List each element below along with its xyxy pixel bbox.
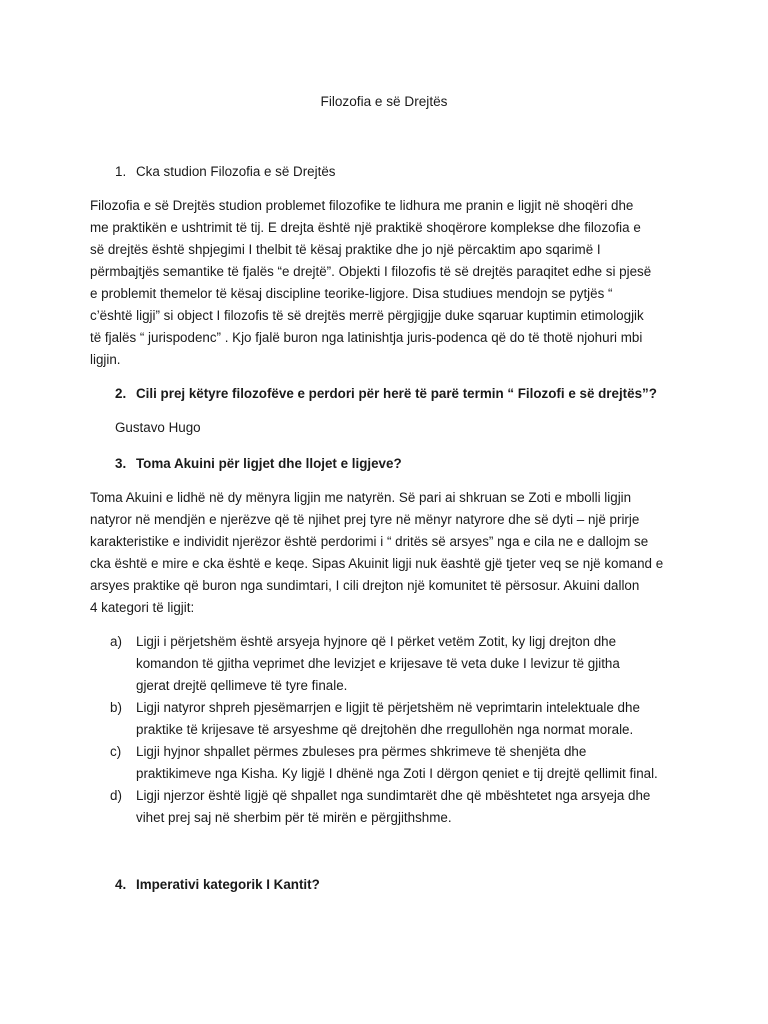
question-text: Toma Akuini për ligjet dhe llojet e ligjeve? <box>136 456 402 471</box>
list-item-line: Ligji natyror shpreh pjesëmarrjen e ligjit të përjetshëm në veprimtarin intelektuale dhe <box>136 700 640 715</box>
list-item-line: praktikimeve nga Kisha. Ky ligjë I dhënë nga Zoti I dërgon qeniet e tij drejtë qellimit final. <box>136 766 658 781</box>
paragraph-line: së drejtës është shpjegimi I thelbit të kësaj praktike dhe jo një përcaktim apo sqarimë I <box>90 242 601 257</box>
document-title: Filozofia e së Drejtës <box>320 94 448 109</box>
list-item <box>110 631 710 697</box>
list-item <box>110 785 710 829</box>
list-item-line: praktike të krijesave të arsyeshme që drejtohën dhe rregullohën nga normat morale. <box>136 722 634 737</box>
paragraph-line: natyror në mendjën e njerëzve që të njihet prej tyre në mënyr natyrore dhe së dyti – një prirje <box>90 512 640 527</box>
paragraph-line: përmbajtjës semantike të fjalës “e drejtë”. Objekti I filozofis të së drejtës paraqitet edhe si pjesë <box>90 264 652 279</box>
list-marker: c) <box>110 744 122 759</box>
list-item <box>110 697 710 741</box>
list-item <box>110 741 710 785</box>
question-number: 3. <box>115 456 127 471</box>
list-marker: d) <box>110 788 122 803</box>
paragraph-line: karakteristike e individit njerëzor është perdorimi i “ dritës së arsyes” nga e cila ne e dallojm se <box>90 534 649 549</box>
list-item-line: komandon të gjitha veprimet dhe levizjet e krijesave të veta duke I levizur të gjitha <box>136 656 620 671</box>
list-item-line: Ligji hyjnor shpallet përmes zbuleses pra përmes shkrimeve të shenjëta dhe <box>136 744 587 759</box>
paragraph-line: arsyes praktike që buron nga sundimtari, I cili drejton një komunitet të përsosur. Akuini dallon <box>90 578 640 593</box>
question-3-paragraph <box>90 487 690 619</box>
paragraph-line: të fjalës “ jurispodenc” . Kjo fjalë buron nga latinishtja juris-podenca që do të thotë njohuri mbi <box>90 330 643 345</box>
paragraph-line: e problemit themelor të kësaj discipline teorike-ligjore. Disa studiues mendojn se pytjës “ <box>90 286 613 301</box>
question-text: Cili prej këtyre filozofëve e perdori për herë të parë termin “ Filozofi e së drejtës”? <box>136 386 657 401</box>
list-item-line: Ligji i përjetshëm është arsyeja hyjnore që I përket vetëm Zotit, ky ligj drejton dhe <box>136 634 617 649</box>
question-number: 2. <box>115 386 127 401</box>
question-text: Imperativi kategorik I Kantit? <box>136 877 320 892</box>
list-marker: a) <box>110 634 122 649</box>
question-number: 1. <box>115 164 127 179</box>
paragraph-line: 4 kategori të ligjit: <box>90 600 195 615</box>
question-2-answer: Gustavo Hugo <box>115 420 201 435</box>
paragraph-line: cka është e mire e cka është e keqe. Sipas Akuinit ligji nuk ëashtë gjë tjeter veq se një komand e <box>90 556 664 571</box>
paragraph-line: Toma Akuini e lidhë në dy mënyra ligjin me natyrën. Së pari ai shkruan se Zoti e mbolli ligjin <box>90 490 632 505</box>
question-1-paragraph <box>90 195 690 371</box>
paragraph-line: Filozofia e së Drejtës studion problemet filozofike te lidhura me pranin e ligjit në shoqëri dhe <box>90 198 634 213</box>
paragraph-line: c’është ligji” si object I filozofis të së drejtës merrë përgjigjje duke sqaruar kuptimin etimologjik <box>90 308 644 323</box>
question-3-heading <box>115 454 402 474</box>
question-number: 4. <box>115 877 127 892</box>
list-item-line: Ligji njerzor është ligjë që shpallet nga sundimtarët dhe që mbështetet nga arsyeja dhe <box>136 788 651 803</box>
paragraph-line: me praktikën e ushtrimit të tij. E drejta është një praktikë shoqërore komplekse dhe filozofia e <box>90 220 641 235</box>
paragraph-line: ligjin. <box>90 352 121 367</box>
law-categories-list <box>110 631 710 829</box>
list-marker: b) <box>110 700 122 715</box>
question-2-heading <box>115 384 657 404</box>
list-item-line: vihet prej saj në sherbim për të mirën e përgjithshme. <box>136 810 452 825</box>
question-text: Cka studion Filozofia e së Drejtës <box>136 164 336 179</box>
list-item-line: gjerat drejtë qellimeve të tyre finale. <box>136 678 348 693</box>
question-1-heading <box>115 162 335 182</box>
question-4-heading <box>115 875 320 895</box>
